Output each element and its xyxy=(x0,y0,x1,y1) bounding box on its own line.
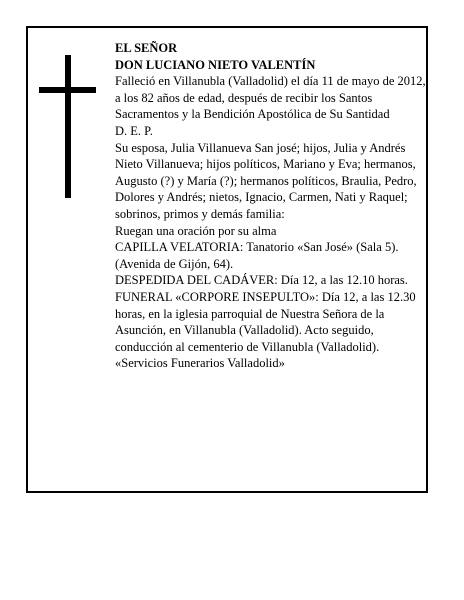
prayer-request: Ruegan una oración por su alma xyxy=(115,223,277,238)
latin-cross-icon xyxy=(39,55,96,198)
death-announcement: Falleció en Villanubla (Valladolid) el día 11 de mayo de 2012, a los 82 años de edad, después de recibir los Santos Sacramentos y la Bendición Apostólica de Su Santidad xyxy=(115,74,426,122)
farewell-information: DESPEDIDA DEL CADÁVER: Día 12, a las 12.10 horas. xyxy=(115,273,408,288)
chapel-information: CAPILLA VELATORIA: Tanatorio «San José» (Sala 5). (Avenida de Gijón, 64). xyxy=(115,240,399,271)
cross-horizontal-bar xyxy=(39,87,96,93)
deceased-name: DON LUCIANO NIETO VALENTÍN xyxy=(115,57,316,72)
rest-in-peace: D. E. P. xyxy=(115,123,153,138)
notice-title: EL SEÑOR xyxy=(115,41,178,55)
funeral-services-provider: «Servicios Funerarios Valladolid» xyxy=(115,356,285,371)
notice-text-block xyxy=(115,40,427,372)
funeral-information: FUNERAL «CORPORE INSEPULTO»: Día 12, a las 12.30 horas, en la iglesia parroquial de Nuestra Señora de la Asunción, en Villanubla (Valladolid). Acto seguido, conducción al cementerio de Villanubla (Valladolid). xyxy=(115,289,416,354)
obituary-notice xyxy=(26,26,428,493)
cross-vertical-bar xyxy=(65,55,71,198)
family-list: Su esposa, Julia Villanueva San josé; hijos, Julia y Andrés Nieto Villanueva; hijos políticos, Mariano y Eva; hermanos, Augusto (?) y María (?); hermanos políticos, Braulia, Pedro, Dolores y Andrés; nietos, Ignacio, Carmen, Nati y Raquel; sobrinos, primos y demás familia: xyxy=(115,140,417,221)
